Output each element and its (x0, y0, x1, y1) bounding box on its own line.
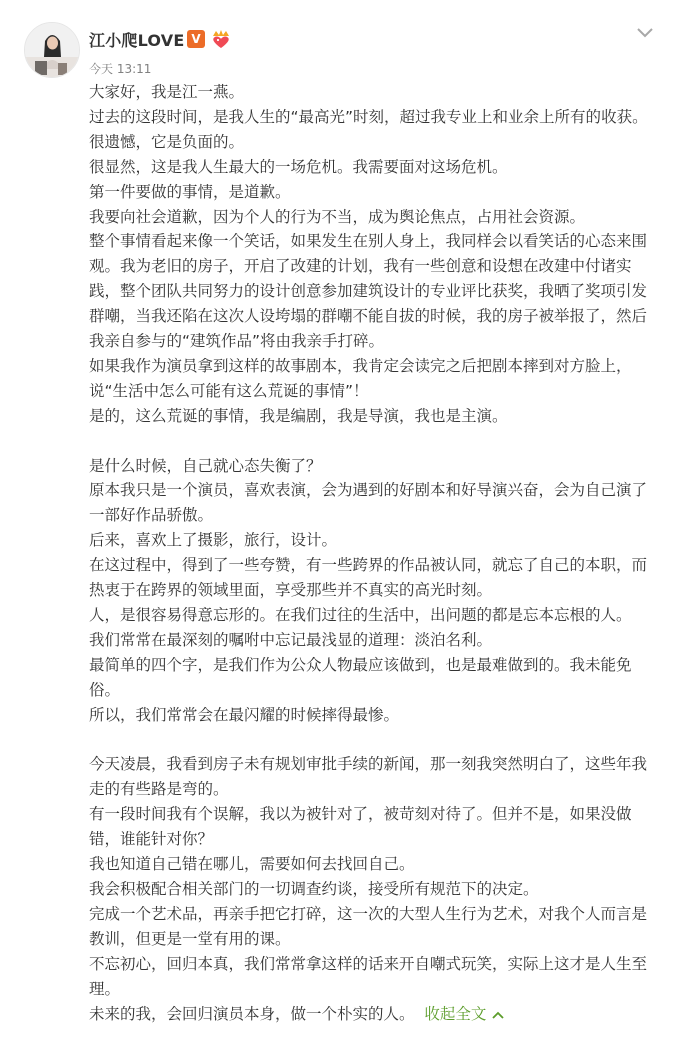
paragraph-spacer (89, 728, 661, 753)
paragraph: 不忘初心，回归本真，我们常常拿这样的话来开自嘲式玩笑，实际上这才是人生至理。 (89, 954, 648, 998)
paragraph: 我要向社会道歉，因为个人的行为不当，成为舆论焦点，占用社会资源。 (89, 207, 586, 226)
chevron-down-icon[interactable] (636, 24, 654, 36)
verified-badge: V (187, 30, 205, 48)
paragraph: 很显然，这是我人生最大的一场危机。我需要面对这场危机。 (89, 157, 508, 176)
paragraph: 最简单的四个字，是我们作为公众人物最应该做到，也是最难做到的。我未能免俗。 (89, 655, 632, 699)
paragraph: 是的，这么荒诞的事情，我是编剧，我是导演，我也是主演。 (89, 406, 508, 425)
paragraph: 整个事情看起来像一个笑话，如果发生在别人身上，我同样会以看笑话的心态来围观。我为老旧的房子，开启了改建的计划，我有一些创意和设想在改建中付诸实践，整个团队共同努力的设计创意参加建筑设计的专业评比获奖，我晒了奖项引发群嘲，当我还陷在这次人设垮塌的群嘲不能自拔的时候，我的房子被举报了，然后我亲自参与的“建筑作品”将由我亲手打碎。 (89, 232, 648, 351)
paragraph-spacer (89, 429, 661, 454)
collapse-label: 收起全文 (424, 1004, 487, 1023)
paragraph: 过去的这段时间，是我人生的“最高光”时刻，超过我专业上和业余上所有的收获。很遗憾，它是负面的。 (89, 107, 648, 151)
avatar[interactable] (24, 22, 80, 78)
chevron-up-icon (492, 1002, 504, 1027)
last-paragraph (89, 1002, 661, 1027)
paragraph: 完成一个艺术品，再亲手把它打碎，这一次的大型人生行为艺术，对我个人而言是教训，但更是一堂有用的课。 (89, 904, 648, 948)
post-content (89, 80, 661, 1026)
paragraph: 后来，喜欢上了摄影，旅行，设计。 (89, 531, 338, 550)
paragraph: 我们常常在最深刻的嘱咐中忘记最浅显的道理：淡泊名利。 (89, 630, 493, 649)
avatar-image (25, 23, 79, 77)
author-name[interactable]: 江小爬LOVE (89, 31, 185, 50)
paragraph: 如果我作为演员拿到这样的故事剧本，我肯定会读完之后把剧本摔到对方脸上，说“生活中怎么可能有这么荒诞的事情”！ (89, 356, 632, 400)
paragraph: 是什么时候，自己就心态失衡了？ (89, 456, 322, 475)
paragraph: 我会积极配合相关部门的一切调查约谈，接受所有规范下的决定。 (89, 879, 539, 898)
collapse-button[interactable] (424, 1005, 504, 1023)
paragraph: 有一段时间我有个误解，我以为被针对了，被苛刻对待了。但并不是，如果没做错，谁能针对你？ (89, 805, 632, 849)
post-time: 今天 13:11 (89, 62, 152, 76)
heart-crown-icon (210, 29, 232, 49)
last-paragraph-text: 未来的我，会回归演员本身，做一个朴实的人。 (89, 1004, 415, 1023)
paragraph: 人，是很容易得意忘形的。在我们过往的生活中，出问题的都是忘本忘根的人。 (89, 606, 632, 625)
paragraph: 原本我只是一个演员，喜欢表演，会为遇到的好剧本和好导演兴奋，会为自己演了一部好作品骄傲。 (89, 481, 648, 525)
paragraph: 大家好，我是江一燕。 (89, 83, 245, 101)
paragraph: 第一件要做的事情，是道歉。 (89, 182, 291, 201)
paragraph: 我也知道自己错在哪儿，需要如何去找回自己。 (89, 855, 415, 874)
paragraph: 在这过程中，得到了一些夸赞，有一些跨界的作品被认同，就忘了自己的本职，而热衷于在跨界的领域里面，享受那些并不真实的高光时刻。 (89, 556, 648, 600)
paragraph: 今天凌晨，我看到房子未有规划审批手续的新闻，那一刻我突然明白了，这些年我走的有些路是弯的。 (89, 755, 648, 799)
paragraph: 所以，我们常常会在最闪耀的时候摔得最惨。 (89, 705, 400, 724)
